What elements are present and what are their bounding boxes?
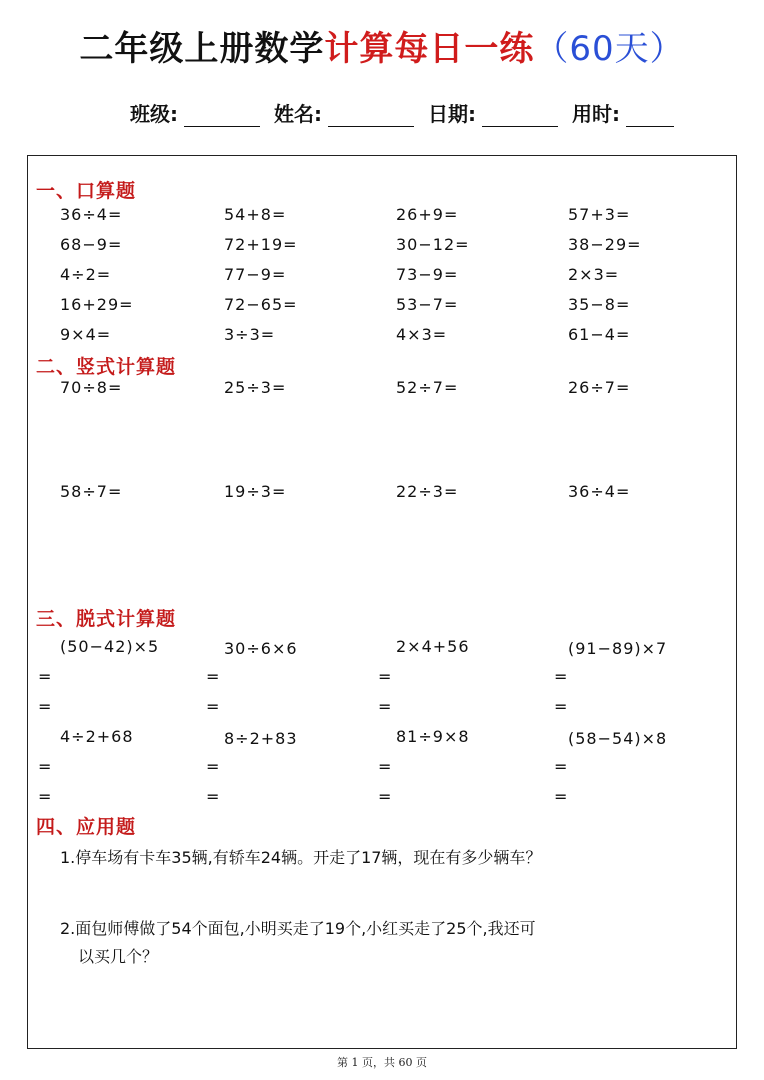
time-label: 用时:: [572, 102, 620, 126]
stepwise-problem: (58−54)×8: [568, 729, 668, 748]
vertical-problem: 19÷3=: [224, 482, 287, 501]
oral-problem: 30−12=: [396, 235, 470, 254]
oral-problem: 2×3=: [568, 265, 620, 284]
stepwise-problem: (50−42)×5: [60, 637, 160, 656]
equals-line: =: [554, 697, 569, 716]
oral-problem: 9×4=: [60, 325, 112, 344]
section-stepwise-title: 三、脱式计算题: [36, 608, 177, 630]
word-problem-2-cont: 以买几个？: [78, 947, 159, 966]
stepwise-problem: 81÷9×8: [396, 727, 470, 746]
equals-line: =: [554, 667, 569, 686]
oral-problem: 26+9=: [396, 205, 459, 224]
vertical-problem: 25÷3=: [224, 378, 287, 397]
stepwise-problem: 30÷6×6: [224, 639, 298, 658]
class-field[interactable]: [184, 106, 260, 127]
vertical-problem: 26÷7=: [568, 378, 631, 397]
date-label: 日期:: [428, 102, 476, 126]
section-oral-title: 一、口算题: [36, 180, 137, 202]
oral-problem: 72+19=: [224, 235, 298, 254]
equals-line: =: [38, 757, 53, 776]
equals-line: =: [38, 787, 53, 806]
vertical-problem: 36÷4=: [568, 482, 631, 501]
oral-problem: 35−8=: [568, 295, 631, 314]
oral-problem: 53−7=: [396, 295, 459, 314]
vertical-problem: 22÷3=: [396, 482, 459, 501]
equals-line: =: [206, 667, 221, 686]
name-label: 姓名:: [274, 102, 322, 126]
section-word-title: 四、应用题: [36, 816, 137, 838]
vertical-problem: 52÷7=: [396, 378, 459, 397]
student-info-row: [130, 98, 682, 127]
class-label: 班级:: [130, 102, 178, 126]
oral-problem: 54+8=: [224, 205, 287, 224]
word-problem-2: 2.面包师傅做了54个面包,小明买走了19个,小红买走了25个,我还可: [60, 919, 536, 938]
name-field[interactable]: [328, 106, 414, 127]
equals-line: =: [38, 667, 53, 686]
oral-problem: 61−4=: [568, 325, 631, 344]
section-vertical-title: 二、竖式计算题: [36, 356, 177, 378]
equals-line: =: [554, 757, 569, 776]
stepwise-problem: 2×4+56: [396, 637, 470, 656]
equals-line: =: [378, 697, 393, 716]
equals-line: =: [206, 787, 221, 806]
stepwise-problem: 4÷2+68: [60, 727, 134, 746]
equals-line: =: [378, 667, 393, 686]
equals-line: =: [378, 787, 393, 806]
oral-problem: 77−9=: [224, 265, 287, 284]
oral-problem: 38−29=: [568, 235, 642, 254]
equals-line: =: [554, 787, 569, 806]
oral-problem: 3÷3=: [224, 325, 276, 344]
equals-line: =: [206, 697, 221, 716]
equals-line: =: [38, 697, 53, 716]
oral-problem: 4÷2=: [60, 265, 112, 284]
word-problem-1: 1.停车场有卡车35辆,有轿车24辆。开走了17辆，现在有多少辆车？: [60, 848, 542, 867]
oral-problem: 57+3=: [568, 205, 631, 224]
page-footer: 第 1 页，共 60 页: [337, 1056, 427, 1069]
title-practice: 计算每日一练: [324, 29, 535, 69]
time-field[interactable]: [626, 106, 674, 127]
equals-line: =: [206, 757, 221, 776]
oral-problem: 4×3=: [396, 325, 448, 344]
oral-problem: 73−9=: [396, 265, 459, 284]
title-grade: 二年级上册数学: [79, 29, 325, 69]
vertical-problem: 58÷7=: [60, 482, 123, 501]
title-days: （60天）: [534, 29, 685, 69]
date-field[interactable]: [482, 106, 558, 127]
page-title: [0, 26, 764, 72]
oral-problem: 68−9=: [60, 235, 123, 254]
equals-line: =: [378, 757, 393, 776]
oral-problem: 16+29=: [60, 295, 134, 314]
vertical-problem: 70÷8=: [60, 378, 123, 397]
stepwise-problem: (91−89)×7: [568, 639, 668, 658]
oral-problem: 36÷4=: [60, 205, 123, 224]
stepwise-problem: 8÷2+83: [224, 729, 298, 748]
oral-problem: 72−65=: [224, 295, 298, 314]
